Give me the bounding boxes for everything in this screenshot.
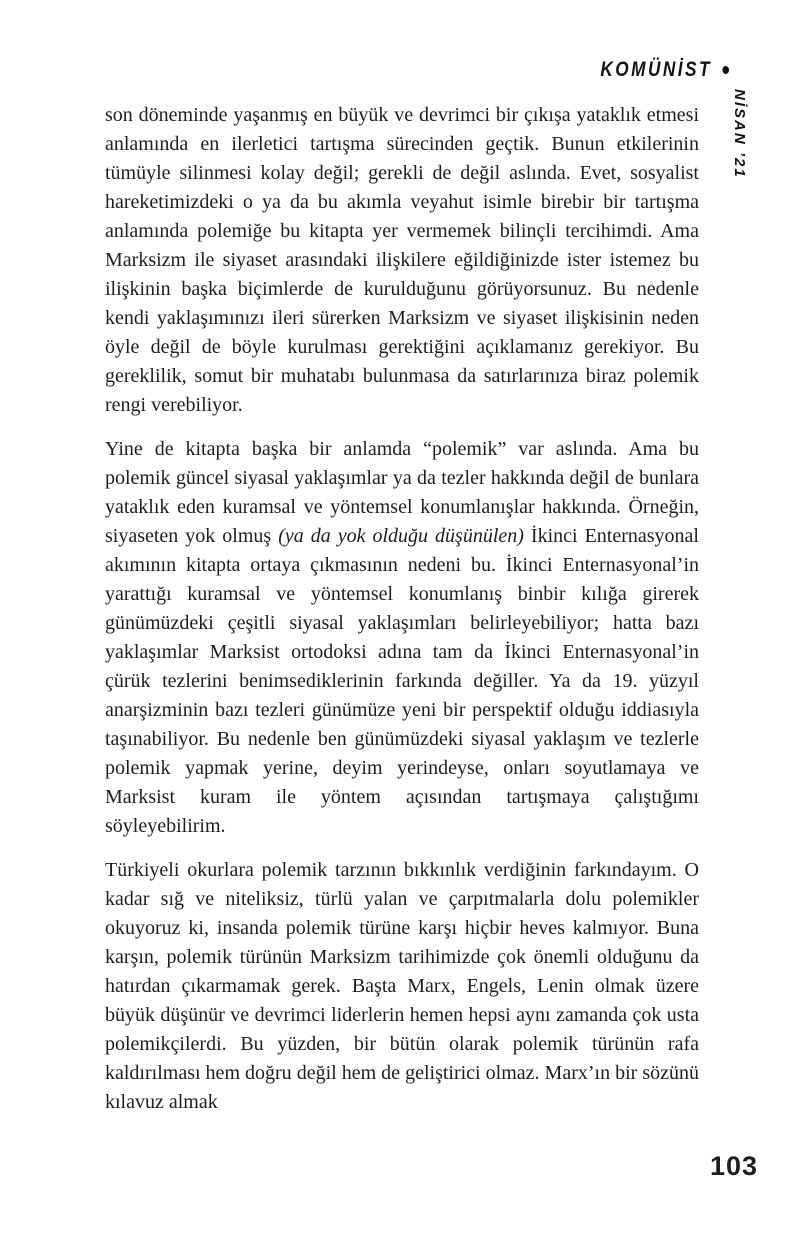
text-run: İkinci Enternasyonal akımının kitapta ortaya çıkmasının nedeni bu. İkinci Enternasyonal’in yarattığı kuramsal ve yöntemsel konumlanış binbir kılığa girerek günümüzdeki çeşitli siyasal yaklaşımları belirleyebiliyor; hatta bazı yaklaşımlar Marksist ortodoksi adına tam da İkinci Enternasyonal’in çürük tezlerini benimsediklerinin farkında değiller. Ya da 19. yüzyıl anarşizminin bazı tezleri günümüze yeni bir perspektif olduğu iddiasıyla taşınabiliyor. Bu nedenle ben günümüzdeki siyasal yaklaşım ve tezlerle polemik yapmak yerine, deyim yerindeyse, onları soyutlamaya ve Marksist kuram ile yöntem açısından tartışmaya çalıştığımı söyleyebilirim.: [105, 525, 699, 837]
paragraph: [105, 101, 699, 420]
body-text: [105, 101, 699, 1132]
bullet-separator-icon: •: [721, 54, 730, 85]
paragraph: [105, 435, 699, 841]
italic-text-run: (ya da yok olduğu düşünülen): [278, 525, 524, 547]
text-run: Yine de kitapta başka bir anlamda “polemik” var aslında. Ama bu polemik güncel siyasal yaklaşımlar ya da tezler hakkında değil de bunlara yataklık eden kuramsal ve yöntemsel konumlanışlar hakkında. Örneğin, siyaseten yok olmuş: [105, 438, 699, 547]
issue-date-vertical: NİSAN ’21: [731, 89, 748, 179]
running-header: [601, 54, 730, 86]
paragraph: [105, 856, 699, 1117]
journal-title: KOMÜNİST: [600, 58, 713, 81]
text-run: son döneminde yaşanmış en büyük ve devrimci bir çıkışa yataklık etmesi anlamında en ilerletici tartışma sürecinden geçtik. Bunun etkilerinin tümüyle silinmesi kolay değil; gerekli de değil aslında. Evet, sosyalist hareketimizdeki o ya da bu akımla veyahut isimle birebir bir tartışma anlamında polemiğe bu kitapta yer vermemek bilinçli tercihimdi. Ama Marksizm ile siyaset arasındaki ilişkilere eğildiğinizde ister istemez bu ilişkinin başka biçimlerde de kurulduğunu görüyorsunuz. Bu nedenle kendi yaklaşımınızı ileri sürerken Marksizm ve siyaset ilişkisinin neden öyle değil de böyle kurulması gerektiğini açıklamanız gerekiyor. Bu gereklilik, somut bir muhatabı bulunmasa da satırlarınıza biraz polemik rengi verebiliyor.: [105, 104, 699, 416]
text-run: Türkiyeli okurlara polemik tarzının bıkkınlık verdiğinin farkındayım. O kadar sığ ve niteliksiz, türlü yalan ve çarpıtmalarla dolu polemikler okuyoruz ki, insanda polemik türüne karşı hiçbir heves kalmıyor. Buna karşın, polemik türünün Marksizm tarihimizde çok önemli olduğunu da hatırdan çıkarmamak gerek. Başta Marx, Engels, Lenin olmak üzere büyük düşünür ve devrimci liderlerin hemen hepsi aynı zamanda çok usta polemikçilerdi. Bu yüzden, bir bütün olarak polemik türünün rafa kaldırılması hem doğru değil hem de geliştirici olmaz. Marx’ın bir sözünü kılavuz almak: [105, 859, 699, 1113]
page-number: 103: [709, 1151, 758, 1181]
